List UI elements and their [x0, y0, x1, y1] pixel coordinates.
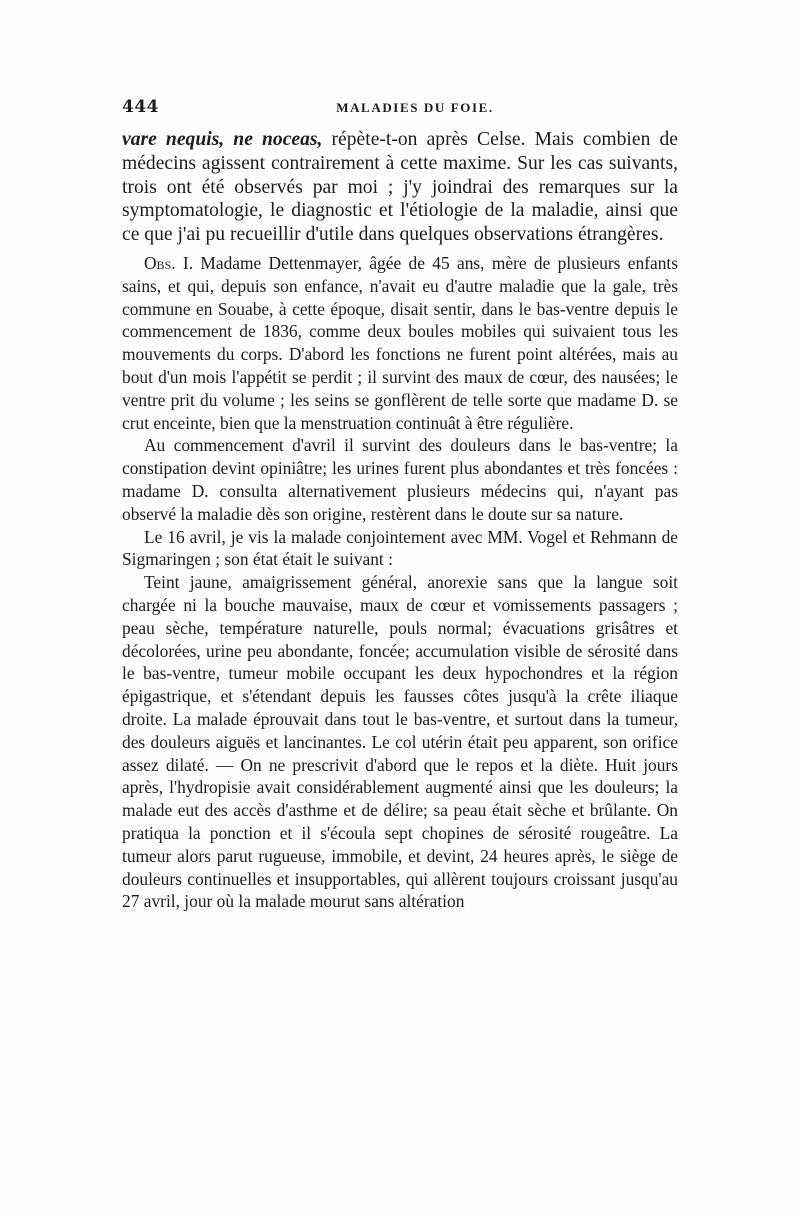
- page-number: 444: [122, 97, 159, 117]
- paragraph-intro: [122, 128, 678, 247]
- latin-quote: vare nequis, ne noceas,: [122, 129, 323, 150]
- paragraph-observation: [122, 252, 678, 434]
- observation-text: Madame Dettenmayer, âgée de 45 ans, mère de plusieurs enfants sains, et qui, depuis son enfance, n'avait eu d'autre maladie que la gale, très commune en Souabe, à cette époque, disait sentir, dans le bas-ventre depuis le commencement de 1836, comme deux boules mobiles qui suivaient tous les mouvements du corps. D'abord les fonctions ne furent point altérées, mais au bout d'un mois l'appétit se perdit ; il survint des maux de cœur, des nausées; le ventre prit du volume ; les seins se gonflèrent de telle sorte que madame D. se crut enceinte, bien que la menstruation continuât à être régulière.: [122, 252, 678, 433]
- running-title: MALADIES DU FOIE.: [336, 100, 494, 115]
- body-text: [122, 128, 678, 913]
- paragraph-visit: Le 16 avril, je vis la malade conjointement avec MM. Vogel et Rehmann de Sigmaringen ; son état était le suivant :: [122, 526, 678, 570]
- paragraph-symptoms: Teint jaune, amaigrissement général, anorexie sans que la langue soit chargée ni la bouche mauvaise, maux de cœur et vomissements passagers ; peau sèche, température naturelle, pouls normal; évacuations grisâtres et décolorées, urine peu abondante, foncée; accumulation visible de sérosité dans le bas-ventre, tumeur mobile occupant les deux hypochondres et la région épigastrique, et s'étendant depuis les fausses côtes jusqu'à la crête iliaque droite. La malade éprouvait dans tout le bas-ventre, et surtout dans la tumeur, des douleurs aiguës et lancinantes. Le col utérin était peu apparent, son orifice assez dilaté. — On ne prescrivit d'abord que le repos et la diète. Huit jours après, l'hydropisie avait considérablement augmenté ainsi que les douleurs; la malade eut des accès d'asthme et de délire; sa peau était sèche et brûlante. On pratiqua la ponction et il s'écoula sept chopines de sérosité rougeâtre. La tumeur alors parut rugueuse, immobile, et devint, 24 heures après, le siège de douleurs continuelles et insupportables, qui allèrent toujours croissant jusqu'au 27 avril, jour où la malade mourut sans altération: [122, 572, 678, 912]
- paragraph-april: Au commencement d'avril il survint des douleurs dans le bas-ventre; la constipation devint opiniâtre; les urines furent plus abondantes et très foncées : madame D. consulta alternativement plusieurs médecins qui, n'ayant pas observé la maladie dès son origine, restèrent dans le doute sur sa nature.: [122, 435, 678, 524]
- observation-label: Obs. I.: [144, 252, 194, 273]
- page-header: [122, 97, 678, 121]
- paragraph-intro-text: répète-t-on après Celse. Mais combien de médecins agissent contrairement à cette maxime. Sur les cas suivants, trois ont été observés par moi ; j'y joindrai des remarques sur la symptomatologie, le diagnostic et l'étiologie de la maladie, ainsi que ce que j'ai pu recueillir d'utile dans quelques observations étrangères.: [122, 129, 678, 246]
